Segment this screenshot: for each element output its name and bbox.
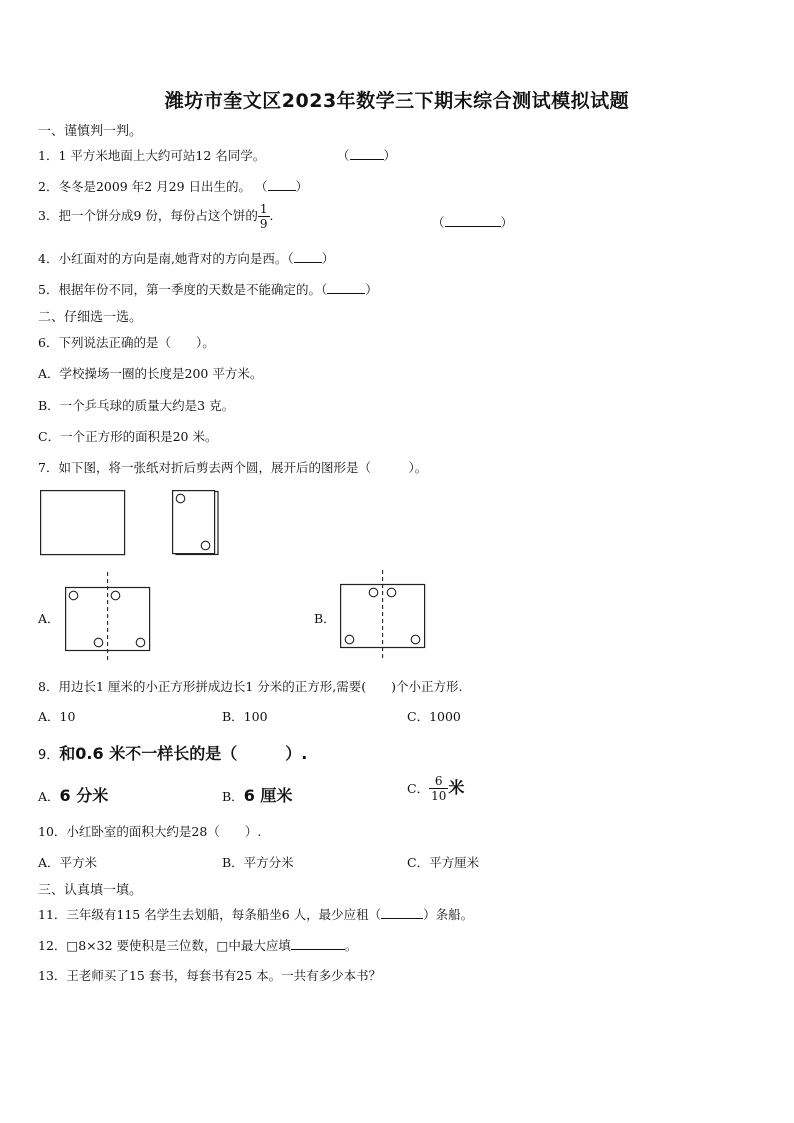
question-number: 12． <box>38 938 67 953</box>
option-a[interactable]: A．平方米 <box>38 855 98 870</box>
option-b[interactable]: B．100 <box>222 709 268 724</box>
answer-blank[interactable] <box>445 214 501 227</box>
open-paren: （ <box>432 215 445 230</box>
question-text: 小红卧室的面积大约是28（ ）. <box>66 824 262 839</box>
question-number: 3． <box>38 208 59 223</box>
question-5 <box>38 280 378 298</box>
option-a[interactable] <box>38 783 108 806</box>
close-paren: ） <box>383 148 397 163</box>
cut-circle <box>94 638 103 647</box>
option-c[interactable] <box>407 775 464 802</box>
section-heading-judge: 一、谨慎判一判。 <box>38 124 143 139</box>
option-a[interactable]: A．学校操场一圈的长度是200 平方米。 <box>38 366 263 381</box>
answer-blank[interactable] <box>291 937 345 950</box>
option-b[interactable]: B．一个乒乓球的质量大约是3 克。 <box>38 398 235 413</box>
answer-paren-1[interactable] <box>337 146 396 164</box>
question-number: 4． <box>38 251 59 266</box>
option-b-label[interactable]: B． <box>314 611 336 626</box>
answer-blank[interactable] <box>381 906 423 919</box>
option-c[interactable]: C．一个正方形的面积是20 米。 <box>38 429 218 444</box>
question-7 <box>38 458 427 476</box>
open-paren: （ <box>255 179 268 194</box>
option-c[interactable]: C．平方厘米 <box>407 855 480 870</box>
question-text: 小红面对的方向是南,她背对的方向是西。（ <box>58 251 294 266</box>
question-number: 13． <box>38 968 67 983</box>
answer-blank[interactable] <box>268 178 296 191</box>
question-text: 下列说法正确的是（ ）。 <box>58 335 215 350</box>
answer-blank[interactable] <box>327 281 365 294</box>
question-number: 8． <box>38 679 59 694</box>
question-3: 3．把一个饼分成9 份，每份占这个饼的 $\frac{1}{9}$ . <box>38 202 274 231</box>
paper-sheet-figure <box>40 490 126 556</box>
question-2 <box>38 177 308 195</box>
question-4 <box>38 249 334 267</box>
question-number: 2． <box>38 179 59 194</box>
question-text: 1 平方米地面上大约可站12 名同学。 <box>58 148 266 163</box>
question-number: 11． <box>38 907 67 922</box>
question-text: 根据年份不同，第一季度的天数是不能确定的。（ <box>58 282 328 297</box>
question-6 <box>38 333 215 351</box>
option-unit: 米 <box>448 778 465 797</box>
option-c[interactable]: C．1000 <box>407 709 461 724</box>
open-paren: （ <box>337 148 350 163</box>
question-text: 用边长1 厘米的小正方形拼成边长1 分米的正方形,需要( )个小正方形. <box>58 679 463 694</box>
option-b[interactable] <box>222 783 292 806</box>
question-number: 5． <box>38 282 59 297</box>
cut-circle <box>369 588 378 597</box>
cut-circle <box>411 635 420 644</box>
option-label: C． <box>407 781 430 796</box>
answer-paren-3[interactable] <box>432 213 513 231</box>
question-10 <box>38 822 261 840</box>
option-text: 6 分米 <box>59 786 109 805</box>
option-a[interactable]: A．10 <box>38 709 76 724</box>
question-number: 7． <box>38 460 59 475</box>
question-number: 1． <box>38 148 59 163</box>
question-1 <box>38 146 265 164</box>
close-paren: ） <box>500 215 514 230</box>
question-text: 如下图，将一张纸对折后剪去两个圆，展开后的图形是（ ）。 <box>58 460 428 475</box>
question-text: 把一个饼分成9 份，每份占这个饼的 <box>58 208 258 223</box>
fraction-one-ninth: $\frac{1}{9}$ <box>259 202 268 231</box>
cut-circle <box>111 591 120 600</box>
option-a-label[interactable]: A． <box>38 611 60 626</box>
section-heading-fill: 三、认真填一填。 <box>38 883 143 898</box>
section-heading-choose: 二、仔细选一选。 <box>38 310 143 325</box>
option-label: A． <box>38 789 60 804</box>
close-paren: ） <box>365 282 378 297</box>
close-paren: ） <box>321 251 335 266</box>
fraction-six-tenths: $\frac{6}{10}$ <box>431 774 447 803</box>
cut-circle <box>69 591 78 600</box>
paper-rect <box>41 491 125 555</box>
question-number: 10． <box>38 824 67 839</box>
answer-blank[interactable] <box>294 250 322 263</box>
option-b[interactable]: B．平方分米 <box>222 855 294 870</box>
question-text: □8×32 要使积是三位数，□中最大应填 <box>66 938 291 953</box>
question-9 <box>38 741 307 764</box>
question-8 <box>38 677 463 695</box>
cut-circle <box>136 638 145 647</box>
question-13 <box>38 966 381 984</box>
question-11: 11．三年级有115 名学生去划船，每条船坐6 人，最少应租（ ）条船。 <box>38 907 474 922</box>
cut-circle <box>387 588 396 597</box>
option-text: 6 厘米 <box>243 786 293 805</box>
page-title: 潍坊市奎文区2023年数学三下期末综合测试模拟试题 <box>164 90 630 112</box>
question-text: 和0.6 米不一样长的是（ ）. <box>59 744 308 763</box>
close-paren: ） <box>295 179 309 194</box>
question-number: 6． <box>38 335 59 350</box>
question-12: 12．□8×32 要使积是三位数，□中最大应填 。 <box>38 938 358 953</box>
option-a-figure[interactable] <box>65 572 153 662</box>
option-label: B． <box>222 789 244 804</box>
answer-blank[interactable] <box>350 147 384 160</box>
folded-paper-figure <box>172 490 222 556</box>
cut-circle <box>201 541 210 550</box>
option-b-figure[interactable] <box>340 570 428 660</box>
question-text: 冬冬是2009 年2 月29 日出生的。 <box>58 179 252 194</box>
question-number: 9． <box>38 748 60 763</box>
question-text: 三年级有115 名学生去划船，每条船坐6 人，最少应租（ <box>66 907 382 922</box>
question-text: 王老师买了15 套书，每套书有25 本。一共有多少本书？ <box>66 968 382 983</box>
cut-circle <box>345 635 354 644</box>
cut-circle <box>176 494 185 503</box>
